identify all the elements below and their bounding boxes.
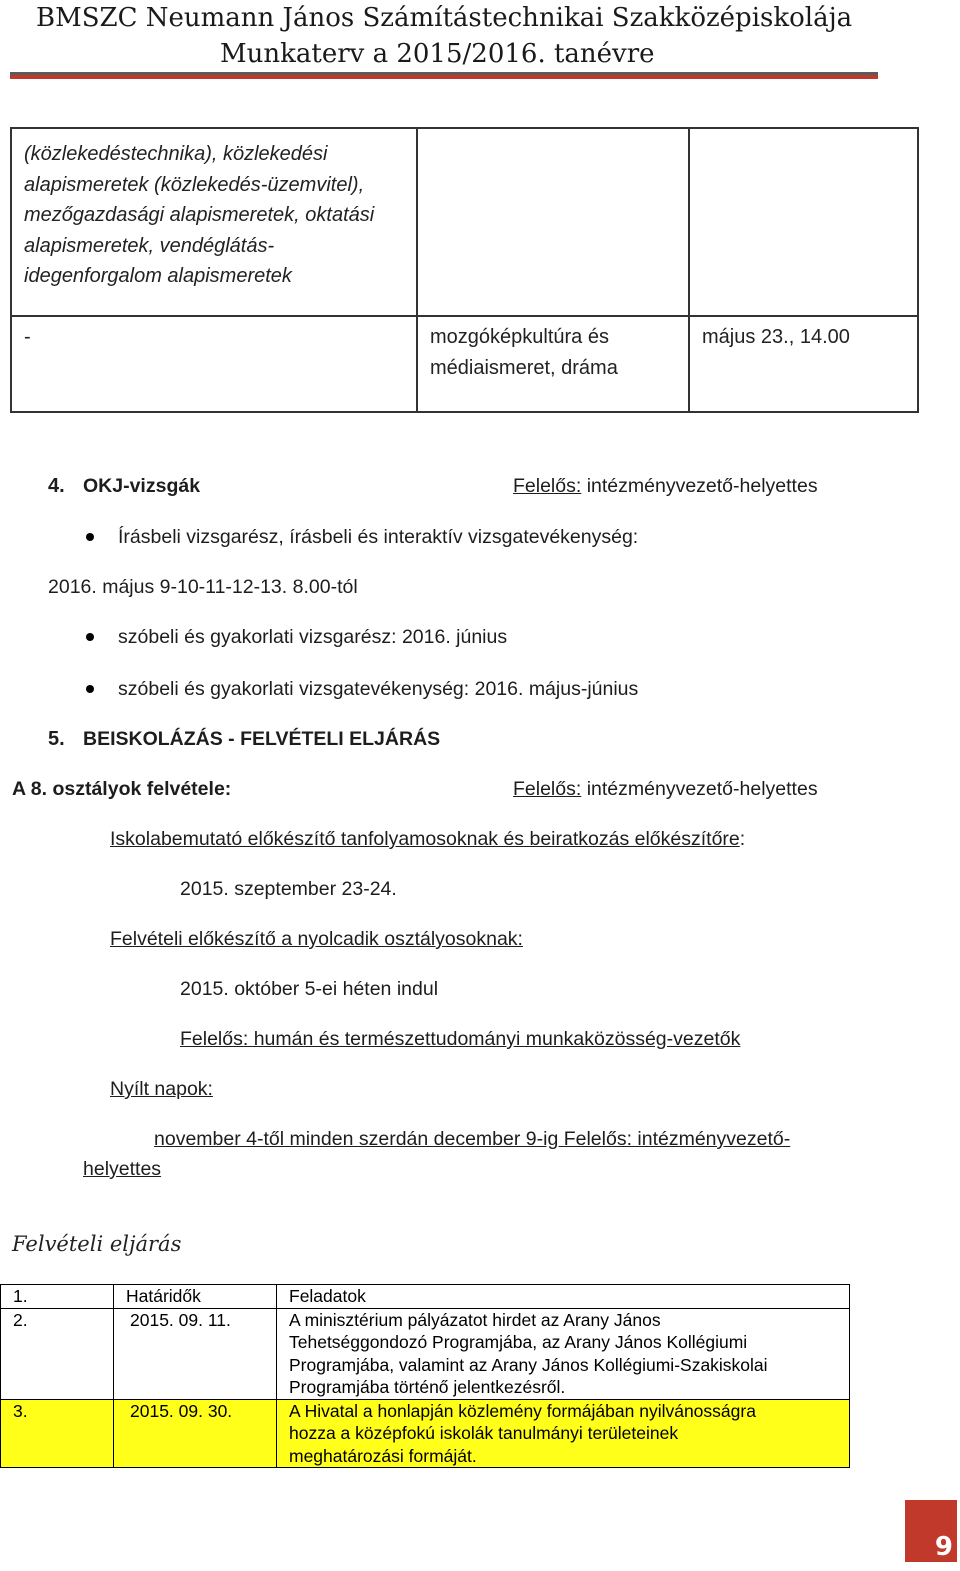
cell-line: mezőgazdasági alapismeretek, oktatási <box>24 204 375 226</box>
page-number: 9 <box>934 1532 953 1562</box>
table-cell <box>689 128 918 316</box>
task-line: meghatározási formáját. <box>289 1445 477 1466</box>
section-4-number: 4. <box>48 475 65 497</box>
table-row <box>11 128 918 316</box>
header-cell-tasks: Feladatok <box>277 1285 850 1309</box>
row-number: 2. <box>1 1308 114 1399</box>
cell-line: mozgóképkultúra és <box>430 326 609 348</box>
table-row <box>11 316 918 412</box>
task-line: Tehetséggondozó Programjába, az Arany János Kollégiumi <box>289 1332 748 1352</box>
row-task <box>277 1308 850 1399</box>
cell-line: alapismeretek, vendéglátás- <box>24 234 275 257</box>
bullet-icon <box>86 633 94 641</box>
felveteli-prep-date: 2015. október 5-ei héten indul <box>180 978 439 1000</box>
section-4-date-line: 2016. május 9-10-11-12-13. 8.00-tól <box>48 576 358 598</box>
open-days-line-1: november 4-től minden szerdán december 9-ig Felelős: intézményvezető- <box>154 1128 791 1150</box>
section-4-bullet-2: szóbeli és gyakorlati vizsgarész: 2016. június <box>118 626 508 648</box>
header-rule-red <box>10 75 878 79</box>
section-5-number: 5. <box>48 728 65 750</box>
felveteli-prep-heading: Felvételi előkészítő a nyolcadik osztályosoknak: <box>110 928 523 950</box>
section-4-title: OKJ-vizsgák <box>83 475 201 497</box>
bullet-icon <box>86 533 94 541</box>
section-4-responsible <box>513 473 818 499</box>
table-cell: - <box>11 316 417 412</box>
responsible-label: Felelős: <box>513 475 582 497</box>
header-cell-deadline: Határidők <box>114 1285 277 1309</box>
section-4-bullet-3: szóbeli és gyakorlati vizsgatevékenység: 2016. május-június <box>118 678 639 700</box>
header-line-1: BMSZC Neumann János Számítástechnikai Szakközépiskolája <box>36 3 853 33</box>
table-header-row <box>1 1285 850 1309</box>
table-row-highlighted <box>1 1399 850 1468</box>
section-5-subtitle: A 8. osztályok felvétele: <box>12 778 232 800</box>
responsible-value: intézményvezető-helyettes <box>581 778 818 800</box>
prep-course-colon: : <box>739 828 746 850</box>
row-deadline: 2015. 09. 11. <box>114 1308 277 1399</box>
cell-line: idegenforgalom alapismeretek <box>24 265 292 287</box>
section-5-responsible <box>513 776 818 802</box>
section-4-bullet-1: Írásbeli vizsgarész, írásbeli és interaktív vizsgatevékenység: <box>118 526 639 548</box>
row-task <box>277 1399 850 1468</box>
cell-line: médiaismeret, dráma <box>430 357 618 379</box>
admission-procedure-table <box>0 1284 850 1468</box>
header-line-2: Munkaterv a 2015/2016. tanévre <box>220 39 655 69</box>
prep-course-date: 2015. szeptember 23-24. <box>180 878 397 900</box>
cell-line: (közlekedéstechnika), közlekedési <box>24 143 328 165</box>
task-line: A Hivatal a honlapján közlemény formájában nyilvánosságra <box>289 1400 756 1421</box>
bullet-icon <box>86 685 94 693</box>
page-number-box <box>905 1500 957 1562</box>
task-line: Programjába, valamint az Arany János Kollégiumi-Szakiskolai <box>289 1354 768 1375</box>
table-row <box>1 1308 850 1399</box>
prep-course-heading <box>110 826 745 852</box>
table-cell <box>417 128 689 316</box>
table-cell <box>417 316 689 412</box>
row-number: 3. <box>1 1399 114 1468</box>
cell-line: alapismeretek (közlekedés-üzemvitel), <box>24 173 365 196</box>
exam-table <box>10 127 919 413</box>
open-days-line-2: helyettes <box>83 1158 162 1180</box>
felveteli-prep-responsible: Felelős: humán és természettudományi munkaközösség-vezetők <box>180 1028 741 1050</box>
felveteli-eljaras-title: Felvételi eljárás <box>12 1232 182 1256</box>
task-line: hozza a középfokú iskolák tanulmányi területeinek <box>289 1423 679 1443</box>
table-cell: május 23., 14.00 <box>689 316 918 412</box>
task-line: Programjába történő jelentkezésről. <box>289 1377 566 1397</box>
section-5-title: BEISKOLÁZÁS - FELVÉTELI ELJÁRÁS <box>83 728 441 750</box>
responsible-label: Felelős: <box>513 778 582 800</box>
prep-course-title: Iskolabemutató előkészítő tanfolyamosoknak és beiratkozás előkészítőre <box>110 828 740 850</box>
task-line: A minisztérium pályázatot hirdet az Arany János <box>289 1309 661 1330</box>
row-deadline: 2015. 09. 30. <box>114 1399 277 1468</box>
table-cell <box>11 128 417 316</box>
responsible-value: intézményvezető-helyettes <box>581 475 818 497</box>
page-header <box>36 0 852 72</box>
open-days-heading: Nyílt napok: <box>110 1078 213 1100</box>
header-cell-number: 1. <box>1 1285 114 1309</box>
